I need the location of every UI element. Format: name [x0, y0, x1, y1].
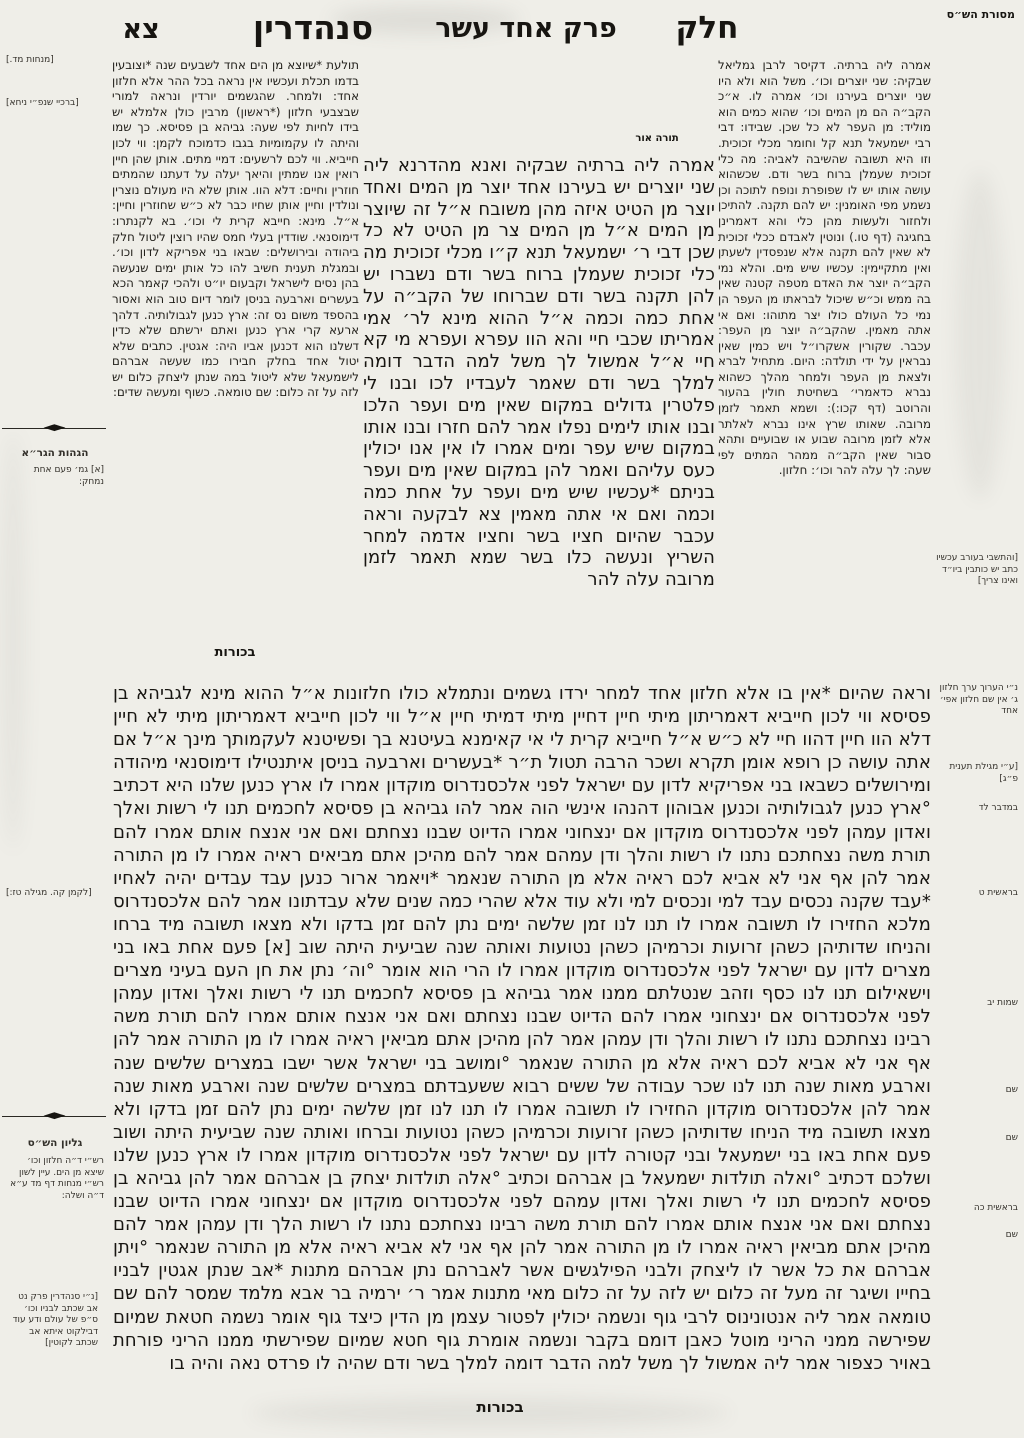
- margin-reference: [מנחות מד.]: [6, 55, 54, 65]
- gilyon-hashas-title: גליון הש״ס: [27, 1137, 83, 1149]
- rashi-catchword: בכורות: [214, 645, 256, 660]
- rashi-commentary-right-column: אמרה ליה ברתיה. דקיסר לרבן גמליאל שבקיה: שני יוצרים וכו׳. משל הוא ולא היו שני יוצרים בעירנו וכו׳ אמרה לו. א״כ הקב״ה הם מן המים וכו׳ שהוא כמים הוא מוליד: מן העפר לא כל שכן. שבידו: דבי רבי ישמעאל תנא קל וחומר מכלי זכוכית. וזו היא תשובה שהשיבה לאביה: מה כלי זכוכית שעמלן ברוח בשר ודם. שכשהוא עושה אותו יש לו שפופרת ונופח לתוכה וכן נשמע מפי האומנין: יש להם תקנה. להתיכן ולחזור ולעשות מהן כלי והא דאמרינן בחגיגה (דף טו.) ונוטין לאבדם ככלי זכוכית לא שאין להם תקנה אלא שנפסדין לשעתן ואין מתקיימין: עכשיו שיש מים. והלא נמי הקב״ה יוצר את האדם מטפה קטנה שאין בה ממש וכ״ש שיכול לבראתו מן העפר הן נמי כל העולם כולו יצר מתוהו: ואם אי אתה מאמין. שהקב״ה יוצר מן העפר: עכבר. שקורין אשקרו״ל ויש כמין שאין נבראין על ידי תולדה: היום. מתחיל לברא ולצאת מן העפר ולמחר מהלך כשהוא נברא כדאמרי׳ בשחיטת חולין בהעור והרוטב (דף קכו:): ושמא תאמר לזמן מרובה. שאותו שרץ אינו נברא לאלתר אלא לזמן מרובה שבוע או שבועיים ותהא סבור שאין הקב״ה ממהר המתים לפי שעה: לך עלה להר וכו׳: חלזון.: [718, 58, 931, 478]
- ornament-divider: [2, 424, 106, 433]
- scripture-citation: שם: [1005, 1133, 1018, 1143]
- margin-reference: [ברכיי שנפ״י ניחא]: [6, 98, 79, 108]
- gemara-center-column: אמרה ליה ברתיה שבקיה ואנא מהדרנא ליה שני יוצרים יש בעירנו אחד יוצר מן המים ואחד יוצר מן הטיט איזה מהן משובח א״ל זה שיוצר מן המים א״ל מן המים צר מן הטיט לא כל שכן דבי ר׳ ישמעאל תנא ק״ו מכלי זכוכית מה כלי זכוכית שעמלן ברוח בשר ודם נשברו יש להן תקנה בשר ודם שברוחו של הקב״ה על אחת כמה וכמה א״ל ההוא מינא לר׳ אמי אמריתו שכבי חיי והא הוו עפרא ועפרא מי קא חיי א״ל אמשול לך משל למה הדבר דומה למלך בשר ודם שאמר לעבדיו לכו ובנו לי פלטרין גדולים במקום שאין מים ועפר הלכו ובנו אותו לימים נפלו אמר להם חזרו ובנו אותו במקום שיש עפר ומים אמרו לו אין אנו יכולין כעס עליהם ואמר להן במקום שאין מים ועפר בניתם *עכשיו שיש מים ועפר על אחת כמה וכמה ואם אי אתה מאמין צא לבקעה וראה עכבר שהיום חציו בשר וחציו אדמה למחר השריץ ונעשה כלו בשר שמא תאמר לזמן מרובה עלה להר: [363, 155, 715, 591]
- scripture-citation: בראשית כה: [973, 1203, 1018, 1213]
- scan-smudge: [0, 430, 26, 850]
- diamond-ornament-icon: ◆: [42, 423, 66, 433]
- masoret-note: נ״י הערוך ערך חלזון ג׳ אין שם חלזון אפי׳ אחד: [939, 683, 1018, 716]
- scripture-citation: שם: [1005, 1230, 1018, 1240]
- hagahot-hagra-title: הגהות הגר״א: [21, 447, 89, 459]
- chapter-name: חלק: [675, 10, 739, 46]
- ornament-divider: [2, 1112, 106, 1121]
- margin-bottom-note: [נ״י סנהדרין פרק נט אב שכתב לבניו וכו׳ ס״פ של עולם ודע עוד דבילקוט איתא אב שכתב לקוטין]: [12, 1292, 98, 1348]
- torah-or-label: תורה אור: [635, 133, 679, 144]
- gemara-full-width: וראה שהיום *אין בו אלא חלזון אחד למחר ירדו גשמים ונתמלא כולו חלזונות א״ל ההוא מינא לגביהא בן פסיסא ווי לכון חייביא דאמריתון מיתי חיין דחיין מיתי דמיתי חיין א״ל ווי לכון חייביא דאמריתון מיתי לא חיין דלא הוו חיין דהוו חיי לא כ״ש א״ל חייביא קרית לי אי קאימנא בעיטנא בך ופשיטנא לעקמותך מינך א״ל אם אתה עושה כן רופא אומן תקרא ושכר הרבה תטול ת״ר *בעשרים וארבעה בניסן איתנטילו דימוסנאי מיהודה ומירושלים כשבאו בני אפריקיא לדון עם ישראל לפני אלכסנדרוס מוקדון אמרו לו ארץ כנען שלנו היא דכתיב °ארץ כנען לגבולותיה וכנען אבוהון דהנהו אינשי הוה אמר להו גביהא בן פסיסא לחכמים תנו לי רשות ואלך ואדון עמהן לפני אלכסנדרוס מוקדון אם ינצחוני אמרו הדיוט שבנו נצחתם ואם אני אנצח אותם אמרו להם תורת משה נצחתכם נתנו לו רשות והלך ודן עמהם אמר להם מהיכן אתם מביאים ראיה אמרו לו מן התורה אמר להן אף אני לא אביא לכם ראיה אלא מן התורה שנאמר *ויאמר ארור כנען עבד עבדים יהיה לאחיו *עבד שקנה נכסים עבד למי ונכסים למי ולא עוד אלא שהרי כמה שנים שלא עבדתונו אמר להם אלכסנדרוס מלכא החזירו לו תשובה אמרו לו תנו לנו זמן שלשה ימים נתן להם זמן בדקו ולא מצאו תשובה מיד ברחו והניחו שדותיהן כשהן זרועות וכרמיהן כשהן נטועות ואותה שנה שביעית היתה שוב [א] פעם אחת באו בני מצרים לדון עם ישראל לפני אלכסנדרוס מוקדון אמרו לו הרי הוא אומר °וה׳ נתן את חן העם בעיני מצרים וישאילום תנו לנו כסף וזהב שנטלתם ממנו אמר גביהא בן פסיסא לחכמים תנו לי רשות ואלך ואדון עמהן לפני אלכסנדרוס אם ינצחוני אמרו להם הדיוט שבנו נצחתם ואם אני אנצח אותם אמרו להם תורת משה רבינו נצחתכם נתנו לו רשות והלך ודן עמהן אמר להן מהיכן אתם מביאין ראיה אמרו לו מן התורה אמר להן אף אני לא אביא לכם ראיה אלא מן התורה שנאמר °ומושב בני ישראל אשר ישבו במצרים שלשים שנה וארבע מאות שנה תנו לנו שכר עבודה של ששים רבוא ששעבדתם במצרים שלשים שנה וארבע מאות שנה אמר להן אלכסנדרוס מוקדון החזירו לו תשובה אמרו לו תנו לנו זמן שלשה ימים נתן להם זמן בדקו ולא מצאו תשובה מיד הניחו שדותיהן כשהן זרועות וכרמיהן כשהן נטועות וברחו ואותה שנה שביעית היתה ושוב פעם אחת באו בני ישמעאל ובני קטורה לדון עם ישראל לפני אלכסנדרוס מוקדון אמרו לו ארץ כנען שלנו ושלכם דכתיב °ואלה תולדות ישמעאל בן אברהם וכתיב °אלה תולדות יצחק בן אברהם אמר להן גביהא בן פסיסא לחכמים תנו לי רשות ואלך ואדון עמהם לפני אלכסנדרוס מוקדון אם ינצחוני אמרו הדיוט שבנו נצחתם ואם אני אנצח אותם אמרו להם תורת משה רבינו נצחתכם נתנו לו רשות הלך ודן עמהן אמר להם מהיכן אתם מביאין ראיה אמרו לו מן התורה אמר להן אף אני לא אביא ראיה אלא מן התורה שנאמר °ויתן אברהם את כל אשר לו ליצחק ולבני הפילגשים אשר לאברהם נתן אברהם מתנות *אב שנתן אגטין לבניו בחייו ושיגר זה מעל זה כלום יש לזה על זה כלום מאי מתנות אמר ר׳ ירמיה בר אבא מלמד שמסר להם שם טומאה אמר ליה אנטונינוס לרבי גוף ונשמה יכולין לפטור עצמן מן הדין כיצד גוף אומר נשמה חטאת שמיום שפירשה ממני הריני מוטל כאבן דומם בקבר ונשמה אומרת גוף חטא שמיום שפירשתי ממנו הריני פורחת באויר כצפור אמר ליה אמשול לך משל למה הדבר דומה למלך בשר ודם שהיה לו פרדס נאה והיה בו: [113, 683, 931, 1374]
- folio-number: צא: [122, 14, 160, 45]
- gemara-catchword: בכורות: [476, 1398, 524, 1416]
- divider-line: [2, 1116, 49, 1117]
- rashi-commentary-left-column: תולעת *שיוצא מן הים אחד לשבעים שנה *וצובעין בדמו תכלת ועכשיו אין נראה בכל ההר אלא חלזון אחד: ולמחר. שהגשמים יורדין ונראה למורי שבצבעי חלזון (*ראשון) מרבין כולן אלמלא יש בידו לחיות לפי שעה: גביהא בן פסיסא. כך שמו והיתה לו עקמומיות בגבו כדמוכח לקמן: ווי לכון חייביא. ווי לכם לרשעים: דמיי מתים. אותן שהן חיין רואין אנו שמתין והיאך יעלה על דעתנו שהמתים חוזרין וחיים: דלא הוו. אותן שלא היו מעולם נוצרין ונולדין וחיין אותן שחיו כבר לא כ״ש שחוזרין וחיין: א״ל. מינא: חייבא קרית לי וכו׳. בא לקנתרו: דימוסנאי. שודדין בעלי חמס שהיו רוצין ליטול חלק ביהודה ובירושלים: שבאו בני אפריקא לדון וכו׳. ובמגלת תענית חשיב להו כל אותן ימים שנעשה בהן נסים לישראל וקבעום יו״ט ולהכי קאמר הכא בעשרים וארבעה בניסן לומר דיום טוב הוא ואסור בהספד משום נס זה: ארץ כנען לגבולותיה. דלהך ארעא קרי ארץ כנען ואתם ירשתם שלא כדין דשלנו הוא דכנען אביו היה: אגטין. כתבים שלא יטול אחד בחלק חבירו כמו שעשה אברהם לישמעאל שלא ליטול במה שנתן ליצחק כלום יש לזה על זה כלום: שם טומאה. כשוף ומעשה שדים:: [112, 58, 359, 400]
- divider-line: [2, 428, 49, 429]
- masoret-note: [ע״י מגילת תענית פ״ג]: [949, 762, 1018, 784]
- margin-reference: [לקמן קה. מגילה טז:]: [6, 888, 92, 898]
- gilyon-hashas-text: רש״י ד״ה חלזון וכו׳ שיצא מן הים. עיין לשון רש״י מנחות דף מד ע״א ד״ה ושלה:: [10, 1156, 104, 1201]
- divider-line: [59, 428, 106, 429]
- masoret-note: [והתשבי בעורב עכשיו כתב יש כותבין ביו״ד ואינו צריך]: [936, 553, 1018, 586]
- scripture-citation: בראשית ט: [978, 888, 1018, 898]
- divider-line: [59, 1116, 106, 1117]
- scan-smudge: [955, 170, 1005, 500]
- diamond-ornament-icon: ◆: [42, 1111, 66, 1121]
- scripture-citation: שמות יב: [987, 998, 1018, 1008]
- scripture-citation: שם: [1005, 1085, 1018, 1095]
- scripture-citation: במדבר לד: [978, 803, 1018, 813]
- tractate-name: סנהדרין: [252, 8, 374, 47]
- masoret-hashas-title: מסורת הש״ס: [946, 8, 1015, 21]
- perek-number: פרק אחד עשר: [435, 13, 617, 44]
- hagahot-hagra-text: [א] גמ׳ פעם אחת נמחק:: [33, 465, 104, 487]
